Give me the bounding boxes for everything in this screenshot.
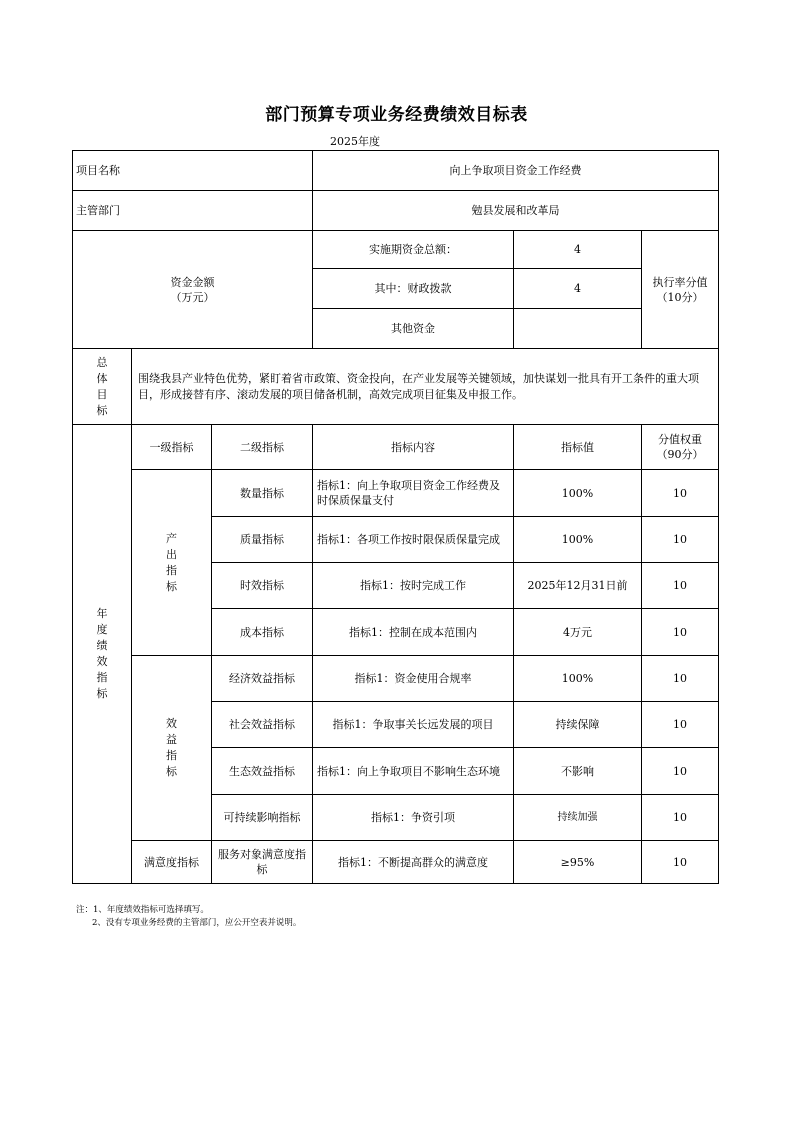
row-content: 指标1：不断提高群众的满意度 [313, 841, 514, 884]
dept-value: 勉县发展和改革局 [313, 191, 719, 231]
row-content: 指标1：资金使用合规率 [313, 656, 514, 702]
row-value: 持续加强 [514, 795, 642, 841]
row-level2: 社会效益指标 [212, 702, 313, 748]
row-weight: 10 [642, 517, 719, 563]
row-value: ≥95% [514, 841, 642, 884]
goal-text: 围绕我县产业特色优势，紧盯着省市政策、资金投向，在产业发展等关键领域，加快谋划一批具有开工条件的重大项目，形成接替有序、滚动发展的项目储备机制，高效完成项目征集及申报工作。 [132, 349, 719, 425]
indicators-label [73, 425, 132, 884]
row-value: 100% [514, 470, 642, 517]
exec-label-line1: 执行率分值 [652, 275, 708, 289]
row-content: 指标1：按时完成工作 [313, 563, 514, 609]
row-weight: 10 [642, 841, 719, 884]
fiscal-label: 其中：财政拨款 [313, 269, 514, 309]
row-weight: 10 [642, 470, 719, 517]
table-row [73, 656, 719, 702]
level1-satisfaction: 满意度指标 [132, 841, 212, 884]
header-weight [642, 425, 719, 470]
footnotes [76, 904, 301, 930]
exec-label-line2: （10分） [656, 290, 704, 304]
row-level2: 可持续影响指标 [212, 795, 313, 841]
table-row [73, 470, 719, 517]
indicators-label-text: 年度绩效指标 [96, 607, 108, 700]
row-content: 指标1：争资引项 [313, 795, 514, 841]
table-row [73, 841, 719, 884]
funds-total-row [73, 231, 719, 269]
row-value: 100% [514, 656, 642, 702]
project-name-row [73, 151, 719, 191]
project-name-label: 项目名称 [73, 151, 313, 191]
row-weight: 10 [642, 795, 719, 841]
indicator-header-row [73, 425, 719, 470]
performance-table [72, 150, 719, 884]
other-label: 其他资金 [313, 309, 514, 349]
year-label: 2025年度 [330, 135, 380, 148]
row-content: 指标1：争取事关长远发展的项目 [313, 702, 514, 748]
dept-label: 主管部门 [73, 191, 313, 231]
row-level2: 质量指标 [212, 517, 313, 563]
row-weight: 10 [642, 656, 719, 702]
row-value: 4万元 [514, 609, 642, 656]
note-1: 注：1、年度绩效指标可选择填写。 [76, 905, 209, 915]
fiscal-value: 4 [514, 269, 642, 309]
goal-label-text: 总体目标 [96, 355, 108, 417]
row-content: 指标1：向上争取项目不影响生态环境 [313, 748, 514, 795]
row-level2: 时效指标 [212, 563, 313, 609]
header-weight-line2: （90分） [656, 448, 704, 461]
header-level2: 二级指标 [212, 425, 313, 470]
row-content: 指标1：控制在成本范围内 [313, 609, 514, 656]
row-level2: 生态效益指标 [212, 748, 313, 795]
row-weight: 10 [642, 702, 719, 748]
other-value [514, 309, 642, 349]
row-value: 持续保障 [514, 702, 642, 748]
funds-label-line2: （万元） [170, 290, 215, 304]
funds-label [73, 231, 313, 349]
level1-benefit [132, 656, 212, 841]
row-weight: 10 [642, 748, 719, 795]
note-2: 2、没有专项业务经费的主管部门，应公开空表并说明。 [92, 918, 302, 928]
row-level2: 经济效益指标 [212, 656, 313, 702]
row-level2: 服务对象满意度指标 [212, 841, 313, 884]
total-value: 4 [514, 231, 642, 269]
row-content: 指标1：向上争取项目资金工作经费及时保质保量支付 [313, 470, 514, 517]
header-weight-line1: 分值权重 [658, 433, 703, 446]
header-value: 指标值 [514, 425, 642, 470]
goal-row [73, 349, 719, 425]
row-weight: 10 [642, 563, 719, 609]
project-name-value: 向上争取项目资金工作经费 [313, 151, 719, 191]
row-value: 2025年12月31日前 [514, 563, 642, 609]
row-weight: 10 [642, 609, 719, 656]
header-level1: 一级指标 [132, 425, 212, 470]
dept-row [73, 191, 719, 231]
row-value: 不影响 [514, 748, 642, 795]
level1-output [132, 470, 212, 656]
row-level2: 数量指标 [212, 470, 313, 517]
row-level2: 成本指标 [212, 609, 313, 656]
funds-label-line1: 资金金额 [170, 275, 215, 289]
level1-benefit-text: 效益指标 [166, 717, 177, 778]
goal-label [73, 349, 132, 425]
level1-output-text: 产出指标 [166, 531, 177, 593]
page-title: 部门预算专项业务经费绩效目标表 [265, 105, 528, 125]
header-content: 指标内容 [313, 425, 514, 470]
row-content: 指标1：各项工作按时限保质保量完成 [313, 517, 514, 563]
total-label: 实施期资金总额： [313, 231, 514, 269]
exec-rate-label [642, 231, 719, 349]
row-value: 100% [514, 517, 642, 563]
